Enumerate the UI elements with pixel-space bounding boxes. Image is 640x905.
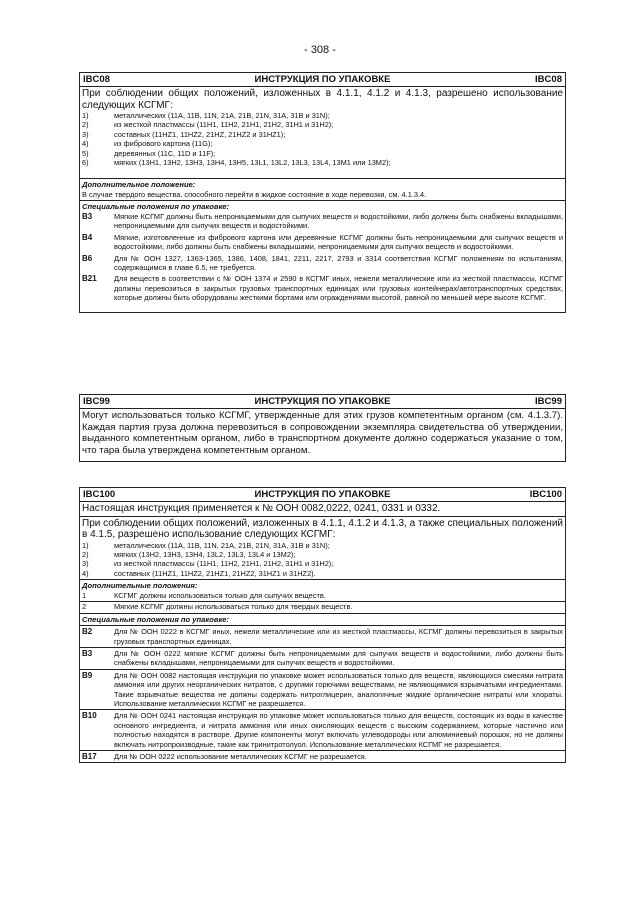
ibc100-special: [80, 613, 565, 626]
ibc99-header: [80, 395, 565, 408]
ibc08-intro: При соблюдении общих положений, изложенных в 4.1.1, 4.1.2 и 4.1.3, разрешено использование следующих КСГМГ:: [82, 88, 563, 111]
ibc100-table: [79, 487, 566, 763]
special-provision: B9 Для № ООН 0082 настоящая инструкция по упаковке может использоваться только для веществ, являющихся смесями нитрата аммония или других неорганических нитратов, с другими горючими веществами, не являющимися взрывчатыми ингредиентами. Такие взрывчатые вещества не должны содержать нитроглицерин, аналогичные жидкие органические нитраты или хлораты. Использование металлических КСГМГ не разрешается.: [82, 670, 563, 708]
ibc08-special: [80, 200, 565, 311]
special-provision-row: [80, 647, 565, 669]
ibc08-code-right: IBC08: [535, 74, 562, 85]
list-item: 3) составных (11HZ1, 11HZ2, 21HZ, 21HZ2 и 31HZ1);: [82, 129, 286, 139]
ibc99-text: Могут использоваться только КСГМГ, утвержденные для этих грузов компетентным органом (см. 4.1.3.7). Каждая партия груза должна перевозиться в сопровождении экземпляра свидетельства об утверждении, выданного компетентным органом, либо в транспортном документе должно содержаться указание о том, что тара была утверждена компетентным органом.: [82, 410, 563, 456]
special-provision: B17 Для № ООН 0222 использование металлических КСГМГ не разрешается.: [82, 752, 367, 761]
ibc08-body: [80, 86, 565, 178]
list-item: 5) деревянных (11C, 11D и 11F);: [82, 148, 216, 158]
ibc100-additional-2: [80, 601, 565, 612]
ibc08-additional: [80, 178, 565, 200]
special-provision: B4 Мягкие, изготовленные из фибрового картона или деревянные КСГМГ должны быть непроницаемыми для сыпучих веществ и водостойкими, либо должны быть снабжены вкладышами, непроницаемыми для сыпучих веществ и водостойкими.: [82, 232, 563, 252]
ibc100-title: ИНСТРУКЦИЯ ПО УПАКОВКЕ: [254, 489, 391, 500]
ibc08-additional-title: Дополнительное положение:: [82, 180, 196, 190]
list-item: 1) металлических (11A, 11B, 11N, 21A, 21B, 21N, 31A, 31B и 31N);: [82, 540, 330, 550]
ibc08-additional-text: В случае твердого вещества, способного перейти в жидкое состояние в ходе перевозки, см. 4.1.3.4.: [82, 190, 427, 200]
special-provision-row: [80, 709, 565, 750]
ibc100-intro: При соблюдении общих положений, изложенных в 4.1.1, 4.1.2 и 4.1.3, а также специальных положений в 4.1.5, разрешено использование следующих КСГМГ:: [82, 517, 563, 540]
special-provision: B3 Мягкие КСГМГ должны быть непроницаемыми для сыпучих веществ и водостойкими, либо должны быть снабжены вкладышами, непроницаемыми для сыпучих веществ и водостойкими.: [82, 212, 563, 231]
ibc08-header: [80, 73, 565, 86]
ibc08-table: [79, 72, 566, 313]
list-item: 2) из жесткой пластмассы (11H1, 11H2, 21H1, 21H2, 31H1 и 31H2);: [82, 120, 334, 130]
special-provision: B6 Для № ООН 1327, 1363-1365, 1386, 1408, 1841, 2211, 2217, 2793 и 3314 соответствия КСГМГ положениям по испытаниям, содержащимся в главе 6.5, не требуется.: [82, 253, 563, 273]
page-number: - 308 -: [304, 44, 336, 56]
list-item: 3) из жесткой пластмассы (11H1, 11H2, 21H1, 21H2, 31H1 и 31H2);: [82, 559, 334, 569]
special-provision: B2 Для № ООН 0222 в КСГМГ иных, нежели металлические или из жесткой пластмассы, КСГМГ должны перевозиться в закрытых грузовых транспортных единицах.: [82, 627, 563, 646]
list-item: 2 Мягкие КСГМГ должны использоваться только для твердых веществ.: [82, 602, 353, 612]
list-item: 2) мягких (13H2, 13H3, 13H4, 13L2, 13L3, 13L4 и 13M2);: [82, 549, 296, 559]
ibc100-applies-text: Настоящая инструкция применяется к № ООН 0082,0222, 0241, 0331 и 0332.: [82, 503, 441, 514]
ibc99-code-left: IBC99: [83, 396, 110, 407]
list-item: 1) металлических (11A, 11B, 11N, 21A, 21B, 21N, 31A, 31B и 31N);: [82, 111, 330, 120]
list-item: 4) составных (11HZ1, 11HZ2, 21HZ1, 21HZ2, 31HZ1 и 31HZ2).: [82, 568, 316, 578]
ibc99-table: [79, 394, 566, 462]
list-item: 1 КСГМГ должны использоваться только для сыпучих веществ.: [82, 590, 326, 600]
ibc100-code-right: IBC100: [529, 489, 562, 500]
special-provision-row: [80, 750, 565, 762]
ibc100-additional-title: Дополнительные положения:: [82, 581, 198, 591]
ibc08-special-title: Специальные положения по упаковке:: [82, 202, 230, 212]
ibc100-special-title: Специальные положения по упаковке:: [82, 614, 230, 624]
special-provision: B21 Для веществ в соответствии с № ООН 1374 и 2590 в КСГМГ иных, нежели металлические или из жесткой пластмассы, КСГМГ должны перевозиться в закрытых грузовых транспортных единицах или грузовых контейнерах/автотранспортных средствах, которые должны быть оборудованы жесткими бортами или ограждениями высотой, равной по меньшей мере высоте КСГМГ.: [82, 274, 563, 303]
ibc99-code-right: IBC99: [535, 396, 562, 407]
list-item: 4) из фибрового картона (11G);: [82, 139, 213, 149]
ibc100-body: [80, 516, 565, 580]
ibc100-code-left: IBC100: [83, 489, 116, 500]
ibc99-title: ИНСТРУКЦИЯ ПО УПАКОВКЕ: [254, 396, 391, 407]
ibc99-body: [80, 408, 565, 461]
special-provision: B10 Для № ООН 0241 настоящая инструкция по упаковке может использоваться только для веществ, состоящих из воды в качестве основного ингредиента, и нитрата аммония или иных окисляющих веществ с высоким содержанием, которые частично или полностью находятся в растворе. Другие компоненты могут включать углеводороды или алюминиевый порошок, но не должны включать нитропроизводные, такие как тринитротолуол. Использование металлических КСГМГ не разрешается.: [82, 711, 563, 749]
ibc100-applies: [80, 501, 565, 516]
special-provision: B3 Для № ООН 0222 мягкие КСГМГ должны быть непроницаемыми для сыпучих веществ и водостойкими, либо должны быть снабжены вкладышами, непроницаемыми для сыпучих веществ и водостойкими.: [82, 648, 563, 668]
special-provision-row: [80, 669, 565, 710]
ibc08-title: ИНСТРУКЦИЯ ПО УПАКОВКЕ: [254, 74, 391, 85]
list-item: 6) мягких (13H1, 13H2, 13H3, 13H4, 13H5, 13L1, 13L2, 13L3, 13L4, 13M1 или 13M2);: [82, 158, 391, 168]
ibc100-additional: [80, 579, 565, 601]
ibc100-header: [80, 488, 565, 501]
ibc08-code-left: IBC08: [83, 74, 110, 85]
special-provision-row: [80, 625, 565, 647]
